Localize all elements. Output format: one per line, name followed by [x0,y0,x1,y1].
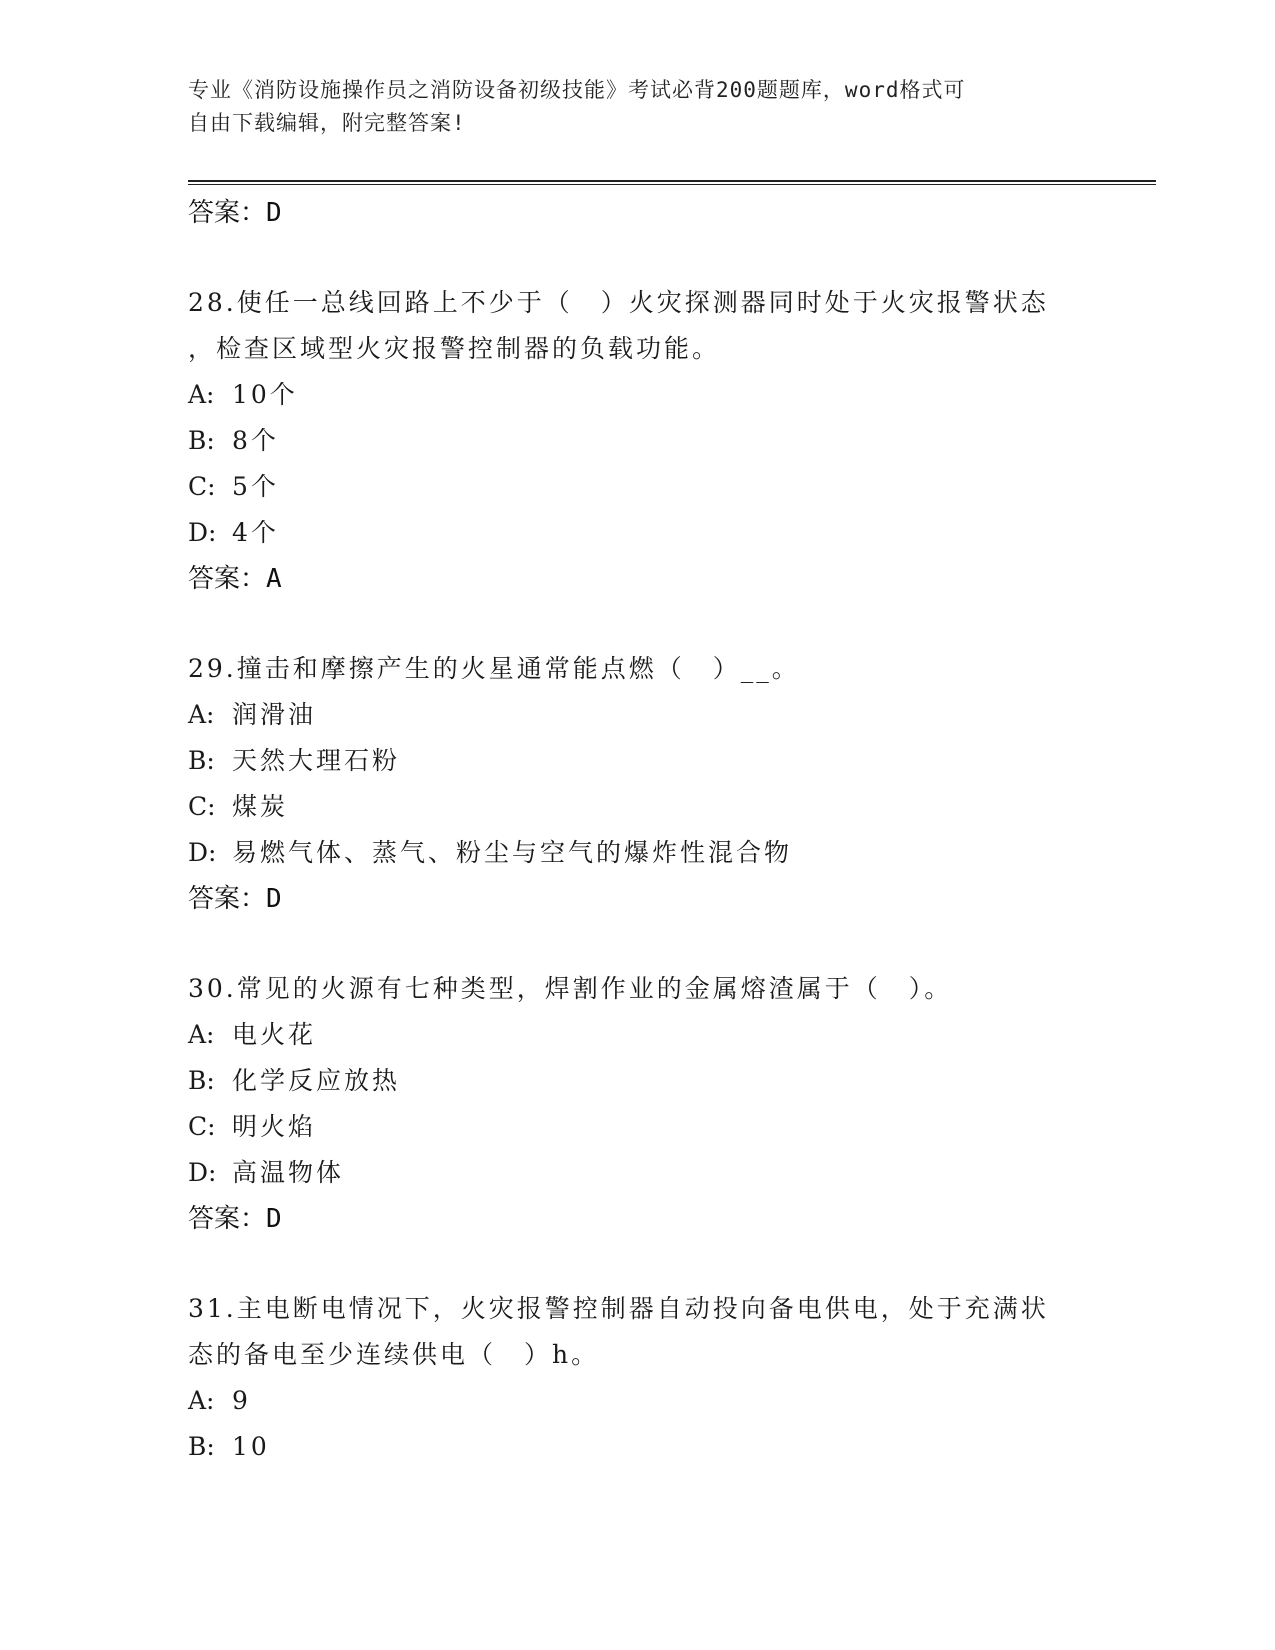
option-key: B: [188,426,215,455]
option-d [188,510,1138,556]
spacer [188,1242,1138,1286]
option-text: 10个 [232,380,298,409]
spacer [188,236,1138,280]
option-key: A: [188,1386,215,1415]
option-c [188,1104,1138,1150]
option-text: 8个 [232,426,279,455]
option-key: D: [188,1158,217,1187]
answer-label: 答案：A [188,564,282,594]
question-text: 28.使任一总线回路上不少于（ ）火灾探测器同时处于火灾报警状态 [188,288,1049,317]
option-c [188,464,1138,510]
header-line-2: 自由下载编辑，附完整答案! [188,111,466,135]
option-text: 4个 [232,518,279,547]
option-b [188,738,1138,784]
option-key: B: [188,1066,215,1095]
option-text: 化学反应放热 [232,1066,401,1095]
question-block [188,966,1138,1242]
option-text: 电火花 [232,1020,317,1049]
option-text: 明火焰 [232,1112,317,1141]
option-a [188,1012,1138,1058]
option-c [188,784,1138,830]
option-text: 高温物体 [232,1158,345,1187]
answer-label: 答案：D [188,884,282,914]
header-divider [188,180,1156,182]
option-key: C: [188,792,216,821]
option-key: A: [188,1020,215,1049]
option-key: D: [188,518,217,547]
question-list [188,190,1138,1470]
question-text: ，检查区域型火灾报警控制器的负载功能。 [188,334,721,363]
option-text: 易燃气体、蒸气、粉尘与空气的爆炸性混合物 [232,838,793,867]
option-a [188,1378,1138,1424]
option-text: 煤炭 [232,792,289,821]
question-text: 30.常见的火源有七种类型，焊割作业的金属熔渣属于（ ）。 [188,974,953,1003]
option-text: 10 [232,1432,270,1461]
answer-label: 答案：D [188,198,282,228]
option-b [188,1058,1138,1104]
header-line-1: 专业《消防设施操作员之消防设备初级技能》考试必背200题题库，word格式可 [188,78,966,102]
option-text: 5个 [232,472,279,501]
option-key: D: [188,838,217,867]
option-key: C: [188,472,216,501]
option-key: A: [188,380,215,409]
header-divider-thin [188,184,1156,185]
option-d [188,830,1138,876]
document-header [188,74,1088,140]
option-b [188,1424,1138,1470]
option-text: 天然大理石粉 [232,746,401,775]
option-key: B: [188,746,215,775]
answer-label: 答案：D [188,1204,282,1234]
question-block [188,1286,1138,1470]
option-key: C: [188,1112,216,1141]
option-a [188,692,1138,738]
option-key: B: [188,1432,215,1461]
option-text: 润滑油 [232,700,317,729]
option-d [188,1150,1138,1196]
question-text: 态的备电至少连续供电（ ）h。 [188,1340,600,1369]
option-b [188,418,1138,464]
option-text: 9 [232,1386,251,1415]
question-block [188,280,1138,602]
spacer [188,602,1138,646]
option-a [188,372,1138,418]
spacer [188,922,1138,966]
question-block [188,646,1138,922]
option-key: A: [188,700,215,729]
question-text: 29.撞击和摩擦产生的火星通常能点燃（ ）__。 [188,654,800,683]
question-text: 31.主电断电情况下，火灾报警控制器自动投向备电供电，处于充满状 [188,1294,1049,1323]
